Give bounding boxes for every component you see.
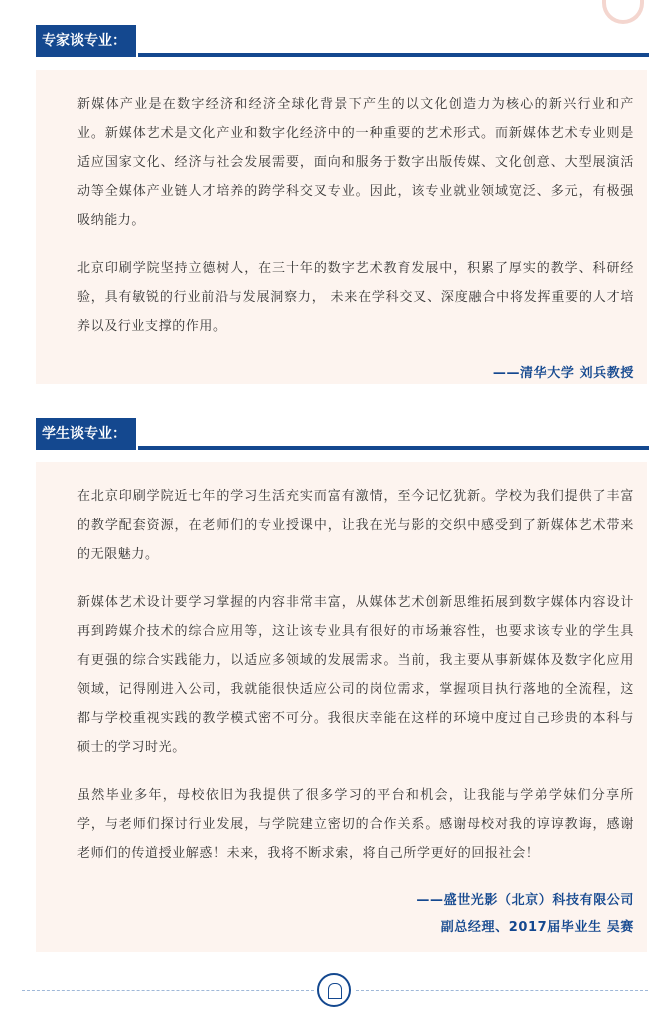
student-paragraph-2: 新媒体艺术设计要学习掌握的内容非常丰富，从媒体艺术创新思维拓展到数字媒体内容设计再到跨媒介技术的综合应用等，这让该专业具有很好的市场兼容性，也要求该专业的学生具有更强的综合实践能力，以适应多领域的发展需求。当前，我主要从事新媒体及数字化应用领域，记得刚进入公司，我就能很快适应公司的岗位需求，掌握项目执行落地的全流程，这都与学校重视实践的教学模式密不可分。我很庆幸能在这样的环境中度过自己珍贵的本科与硕士的学习时光。 [77,595,634,755]
expert-paragraph-1: 新媒体产业是在数字经济和经济全球化背景下产生的以文化创造力为核心的新兴行业和产业。新媒体艺术是文化产业和数字化经济中的一种重要的艺术形式。而新媒体艺术专业则是适应国家文化、经济与社会发展需要，面向和服务于数字出版传媒、文化创意、大型展演活动等全媒体产业链人才培养的跨学科交叉专业。因此，该专业就业领域宽泛、多元，有极强吸纳能力。 [77,97,634,228]
footer-divider [0,990,669,1024]
student-paragraph-3: 虽然毕业多年，母校依旧为我提供了很多学习的平台和机会，让我能与学弟学妹们分享所学，与老师们探讨行业发展，与学院建立密切的合作关系。感谢母校对我的谆谆教诲，感谢老师们的传道授业解惑！未来，我将不断求索，将自己所学更好的回报社会！ [77,788,634,861]
expert-section-header [36,25,649,61]
dashed-line-right [356,990,648,991]
student-section-tag: 学生谈专业： [36,418,136,450]
student-quote-panel [36,462,647,952]
expert-signature: ——清华大学 刘兵教授 [492,366,634,381]
student-signature-title: 副总经理、2017届毕业生 吴赛 [440,920,634,935]
expert-section-tag: 专家谈专业： [36,25,136,57]
student-paragraph-1: 在北京印刷学院近七年的学习生活充实而富有激情，至今记忆犹新。学校为我们提供了丰富的教学配套资源，在老师们的专业授课中，让我在光与影的交织中感受到了新媒体艺术带来的无限魅力。 [77,489,634,562]
expert-quote-panel [36,70,647,384]
student-section-header [36,418,649,454]
section-divider-line [138,446,649,450]
dashed-line-left [22,990,314,991]
student-signature-company: ——盛世光影（北京）科技有限公司 [416,893,634,908]
section-divider-line [138,53,649,57]
school-emblem-icon [317,973,351,1007]
decorative-arc [602,0,644,24]
expert-paragraph-2: 北京印刷学院坚持立德树人，在三十年的数字艺术教育发展中，积累了厚实的教学、科研经验，具有敏锐的行业前沿与发展洞察力， 未来在学科交叉、深度融合中将发挥重要的人才培养以及行业支撑的作用。 [77,261,634,334]
